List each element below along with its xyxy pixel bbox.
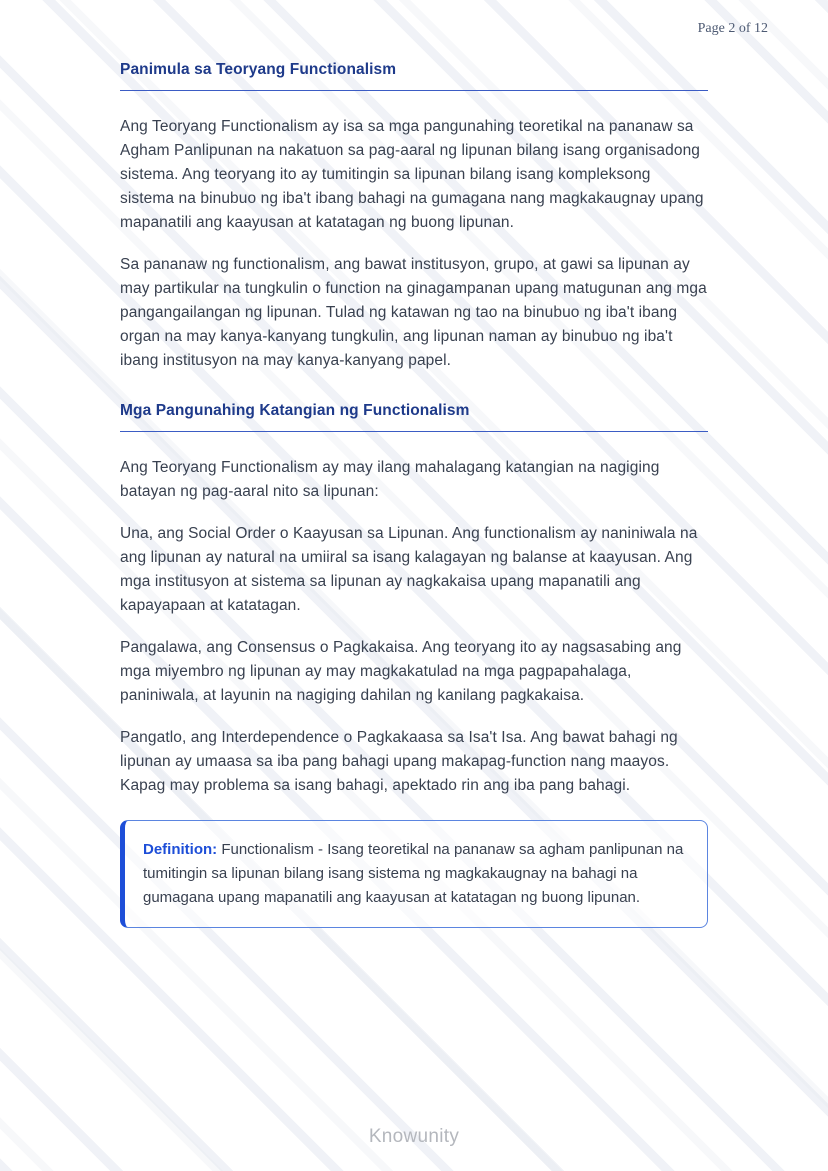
section-heading-katangian: Mga Pangunahing Katangian ng Functionalism: [120, 401, 708, 432]
definition-text: [143, 838, 687, 910]
paragraph: Pangatlo, ang Interdependence o Pagkakaasa sa Isa't Isa. Ang bawat bahagi ng lipunan ay umaasa sa iba pang bahagi upang makapag-function nang maayos. Kapag may problema sa isang bahagi, apektado rin ang iba pang bahagi.: [120, 729, 678, 794]
paragraph: Ang Teoryang Functionalism ay may ilang mahalagang katangian na nagiging batayan ng pag-aaral nito sa lipunan:: [120, 459, 660, 500]
page-content: [120, 60, 708, 928]
paragraph: Ang Teoryang Functionalism ay isa sa mga pangunahing teoretikal na pananaw sa Agham Panlipunan na nakatuon sa pag-aaral ng lipunan bilang isang organisadong sistema. Ang teoryang ito ay tumitingin sa lipunan bilang isang kompleksong sistema na binubuo ng iba't ibang bahagi na gumagana nang magkakaugnay upang mapanatili ang kaayusan at katatagan ng buong lipunan.: [120, 118, 704, 231]
paragraph: Una, ang Social Order o Kaayusan sa Lipunan. Ang functionalism ay naniniwala na ang lipunan ay natural na umiiral sa isang kalagayan ng balanse at kaayusan. Ang mga institusyon at sistema sa lipunan ay nagkakaisa upang mapanatili ang kapayapaan at katatagan.: [120, 525, 698, 614]
knowunity-watermark: Knowunity: [368, 1126, 460, 1147]
definition-label: Definition:: [143, 841, 218, 858]
definition-body: Functionalism - Isang teoretikal na pananaw sa agham panlipunan na tumitingin sa lipunan bilang isang sistema ng magkakaugnay na bahagi na gumagana upang mapanatili ang kaayusan at katatagan ng buong lipunan.: [143, 841, 684, 906]
definition-callout-box: [120, 820, 708, 928]
paragraph: Pangalawa, ang Consensus o Pagkakaisa. Ang teoryang ito ay nagsasabing ang mga miyembro ng lipunan ay may magkakatulad na mga pagpapahalaga, paniniwala, at layunin na nagiging dahilan ng kanilang pagkakaisa.: [120, 639, 682, 704]
paragraph: Sa pananaw ng functionalism, ang bawat institusyon, grupo, at gawi sa lipunan ay may partikular na tungkulin o function na ginagampanan upang matugunan ang mga pangangailangan ng lipunan. Tulad ng katawan ng tao na binubuo ng iba't ibang organ na may kanya-kanyang tungkulin, ang lipunan naman ay binubuo ng iba't ibang institusyon na may kanya-kanyang papel.: [120, 256, 707, 369]
page-number-indicator: Page 2 of 12: [697, 21, 768, 36]
section-heading-panimula: Panimula sa Teoryang Functionalism: [120, 60, 708, 91]
